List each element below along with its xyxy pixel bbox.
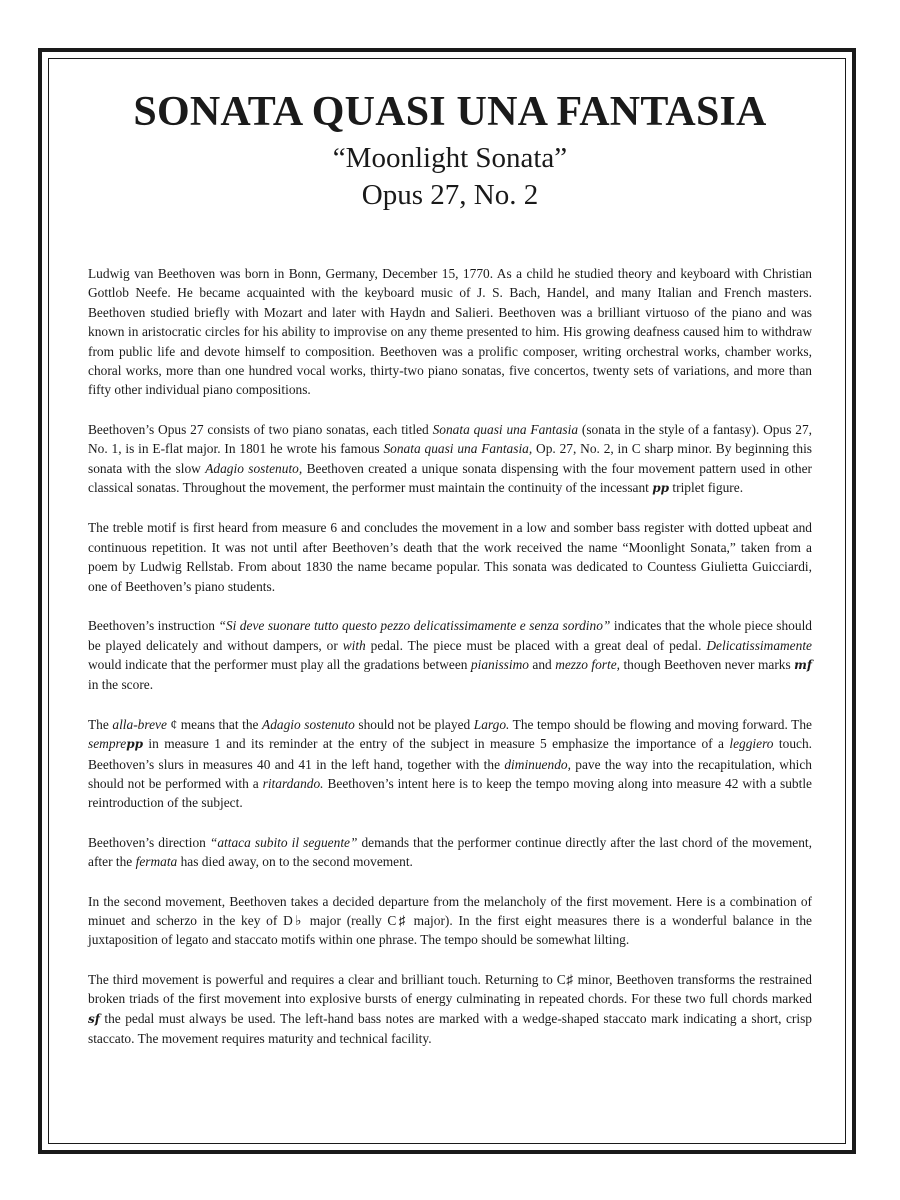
italic-term: fermata <box>135 854 178 870</box>
paragraph-biography <box>88 264 812 400</box>
text-run: The tempo should be flowing and moving forward. The <box>509 716 812 732</box>
page-title: SONATA QUASI UNA FANTASIA <box>133 89 767 135</box>
text-run: though Beethoven never marks <box>620 656 795 672</box>
text-run: demands that the performer continue directly after the last chord of the movement, after the <box>88 834 813 870</box>
paragraph-instruction <box>88 616 812 695</box>
text-run: Beethoven’s direction <box>88 834 210 850</box>
body-text <box>88 264 812 1048</box>
text-run: Beethoven’s Opus 27 consists of two piano sonatas, each titled <box>88 421 433 437</box>
dynamic-marking: pp <box>126 737 143 752</box>
paragraph-treble-motif <box>88 518 812 596</box>
text-run: Beethoven created a unique sonata dispensing with the four movement pattern used in other classical sonatas. Throughout the movement, the performer must maintain the continuity of the incessant <box>88 460 812 496</box>
text-run: Ludwig van Beethoven was born in Bonn, Germany, December 15, 1770. As a child he studied theory and keyboard with Christian Gottlob Neefe. He became acquainted with the keyboard music of J. S. Bach, Handel, and many Italian and French masters. Beethoven studied briefly with Mozart and later with Haydn and Salieri. Beethoven was a brilliant virtuoso of the piano and was known in aristocratic circles for his ability to improvise on any theme presented to him. His growing deafness caused him to withdraw from public life and devote himself to composition. Beethoven was a prolific composer, writing orchestral works, chamber works, choral works, more than one hundred vocal works, thirty-two piano sonatas, five concertos, twenty sets of variations, and more than fifty other individual piano compositions. <box>88 266 812 398</box>
text-run: should not be played <box>354 716 474 732</box>
italic-term: Largo. <box>473 716 510 732</box>
text-run: Beethoven’s intent here is to keep the tempo moving along into measure 42 with a subtle reintroduction of the subject. <box>88 775 812 811</box>
text-run: (sonata in the style of a fantasy). Opus 27, No. 1, is in E-flat major. In 1801 he wrote his famous <box>88 421 812 457</box>
text-run: in the score. <box>88 677 154 693</box>
text-run: The <box>88 716 113 732</box>
italic-term: leggiero <box>729 736 774 752</box>
paragraph-third-movement <box>88 970 812 1049</box>
italic-term: alla-breve <box>112 716 167 732</box>
italic-term: Delicatissimamente <box>706 637 812 653</box>
page-subtitle: “Moonlight Sonata” <box>332 142 568 174</box>
italic-term: Adagio sostenuto <box>262 716 355 732</box>
dynamic-marking: sf <box>88 1011 100 1026</box>
text-run: the pedal must always be used. The left-hand bass notes are marked with a wedge-shaped staccato mark indicating a short, crisp staccato. The movement requires maturity and technical facility. <box>88 1010 812 1046</box>
dynamic-marking: pp <box>652 481 670 496</box>
italic-term: with <box>342 637 366 653</box>
italic-term: Adagio sostenuto, <box>205 460 303 476</box>
italic-term: Sonata quasi una Fantasia, <box>383 441 533 457</box>
document-content <box>88 88 812 1048</box>
italic-term: mezzo forte, <box>555 656 620 672</box>
italic-term: sempre <box>88 736 127 752</box>
text-run: and <box>528 656 556 672</box>
text-run: pedal. The piece must be placed with a great deal of pedal. <box>365 637 707 653</box>
opus-number: Opus 27, No. 2 <box>361 179 539 211</box>
text-run: has died away, on to the second movement. <box>177 854 413 870</box>
paragraph-attaca <box>88 833 812 872</box>
dynamic-marking: mf <box>794 657 812 672</box>
text-run: The third movement is powerful and requires a clear and brilliant touch. Returning to C♯ minor, Beethoven transforms the restrained broken triads of the first movement into explosive bursts of energy culminating in repeated chords. For these two full chords marked <box>88 971 812 1007</box>
text-run: The treble motif is first heard from measure 6 and concludes the movement in a low and somber bass register with dotted upbeat and continuous repetition. It was not until after Beethoven’s death that the work received the name “Moonlight Sonata,” taken from a poem by Ludwig Rellstab. From about 1830 the name became popular. This sonata was dedicated to Countess Giulietta Guicciardi, one of Beethoven’s piano students. <box>88 520 812 594</box>
italic-term: diminuendo, <box>504 756 571 772</box>
italic-term: ritardando. <box>262 775 324 791</box>
paragraph-second-movement <box>88 892 812 950</box>
text-run: Op. 27, No. 2, in C sharp minor. By beginning this sonata with the slow <box>88 441 812 476</box>
text-run: ¢ means that the <box>166 716 263 732</box>
italic-term: pianissimo <box>470 656 529 672</box>
text-run: pave the way into the recapitulation, which should not be performed with a <box>88 756 812 791</box>
text-run: in measure 1 and its reminder at the entry of the subject in measure 5 emphasize the importance of a <box>142 736 730 752</box>
paragraph-alla-breve <box>88 715 812 813</box>
italic-term: Sonata quasi una Fantasia <box>432 421 579 437</box>
italic-term: “attaca subito il seguente” <box>209 834 358 850</box>
text-run: Beethoven’s instruction <box>88 618 219 634</box>
paragraph-opus-27 <box>88 420 812 499</box>
text-run: triplet figure. <box>669 480 744 496</box>
italic-term: “Si deve suonare tutto questo pezzo delicatissimamente e senza sordino” <box>218 618 611 634</box>
text-run: indicates that the whole piece should be played delicately and without dampers, or <box>88 618 812 653</box>
text-run: touch. Beethoven’s slurs in measures 40 and 41 in the left hand, together with the <box>88 736 812 772</box>
text-run: In the second movement, Beethoven takes a decided departure from the melancholy of the first movement. Here is a combination of minuet and scherzo in the key of D♭ major (really C♯ major). In the first eight measures there is a wonderful balance in the juxtaposition of legato and staccato motifs within one phrase. The tempo should be somewhat lilting. <box>88 893 812 948</box>
text-run: would indicate that the performer must play all the gradations between <box>88 656 471 672</box>
